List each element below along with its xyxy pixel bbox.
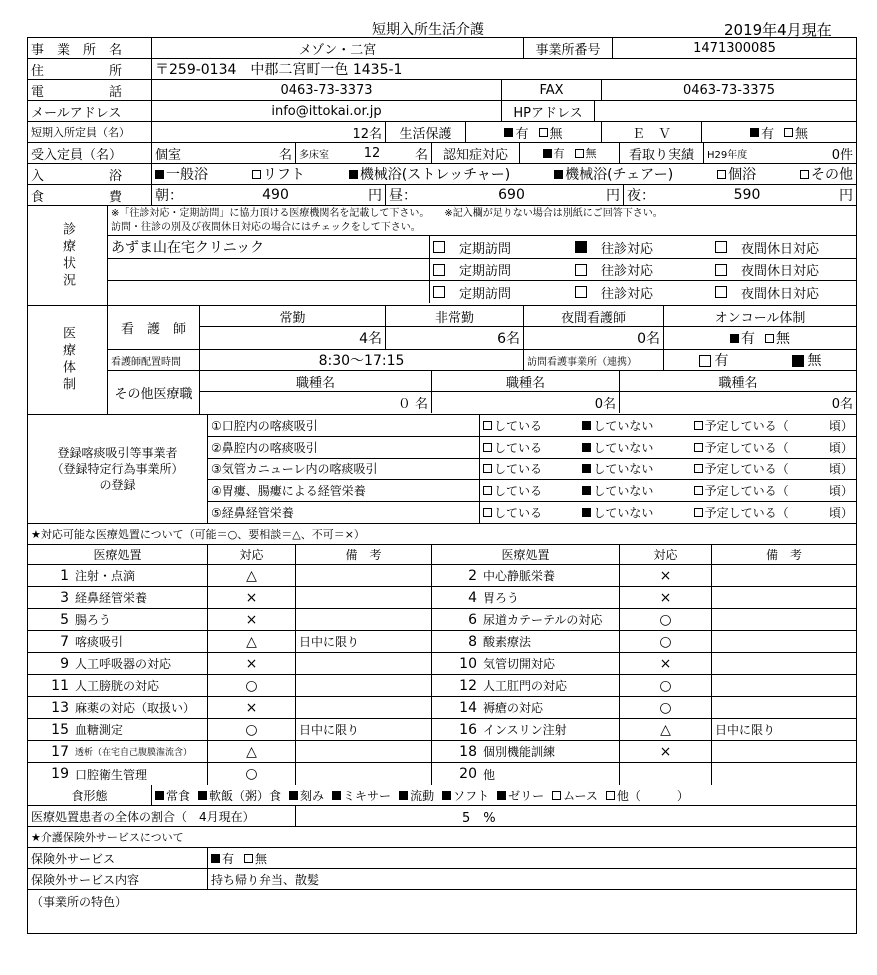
check-filled-icon <box>198 791 207 800</box>
treat-name: 個別機能訓練 <box>480 741 620 762</box>
treat-no: 15 <box>51 721 69 738</box>
ratio-value: 5 % <box>462 810 496 826</box>
nurse-time: 8:30～17:15 <box>200 350 524 370</box>
tel: 0463-73-3373 <box>152 80 502 100</box>
extra-content: 持ち帰り弁当、散髪 <box>211 872 320 887</box>
office-no-label: 事業所番号 <box>524 38 613 58</box>
meal-breakfast: 朝： 490 円 <box>152 185 386 205</box>
ratio-row <box>28 806 856 827</box>
kakutan-list: ①口腔内の喀痰吸引 している していない 予定している（ 頃） ②鼻腔内の喀痰吸引 している していない 予定している（ 頃） ③気管カニューレ内の喀痰吸引 している していない 予定している（ 頃） ④胃瘻、腸瘻による経管栄養 している していない 予定している（ 頃） ⑤経鼻経管栄養 している していない 予定している（ 頃） <box>208 415 856 523</box>
clinic-row: あずま山在宅クリニック 定期訪問 往診対応 夜間休日対応 <box>108 236 856 259</box>
treat-no: 4 <box>468 589 477 606</box>
treat-no: 2 <box>468 567 477 584</box>
bath-opt: 機械浴(ストレッチャー) <box>349 164 510 184</box>
medical-section <box>28 306 856 415</box>
treat-resp: × <box>208 587 296 608</box>
ratio-label: 医療処置患者の全体の割合（ 4月現在） <box>28 806 296 826</box>
treat-no: 1 <box>60 567 69 584</box>
check-filled-icon <box>750 128 759 137</box>
clinic-section <box>28 206 856 306</box>
extra-title: ★介護保険外サービスについて <box>31 831 184 844</box>
office-no: 1471300085 <box>693 40 776 56</box>
table-row <box>28 697 856 719</box>
treat-table <box>28 565 856 785</box>
treat-no: 12 <box>459 677 477 694</box>
check-filled-icon <box>155 791 164 800</box>
check-filled-icon <box>497 791 506 800</box>
dementia-label: 認知症対応 <box>432 143 520 163</box>
bath-opt: その他 <box>800 164 853 184</box>
treat-no: 17 <box>51 743 69 760</box>
tel-row <box>28 80 856 101</box>
treat-resp: ○ <box>208 675 296 696</box>
treat-resp <box>620 763 712 785</box>
meal-label: 食 費 <box>28 185 152 205</box>
table-row <box>28 653 856 675</box>
extra-title-row <box>28 827 856 848</box>
feature-label: （事業所の特色） <box>31 895 128 909</box>
food-row <box>28 785 856 806</box>
extra-svc-choice: 有 無 <box>208 848 856 868</box>
bath-label: 入 浴 <box>28 164 152 184</box>
treat-name: 胃ろう <box>480 587 620 608</box>
treat-name: 尿道カテーテルの対応 <box>480 609 620 630</box>
food-option: ソフト <box>442 787 489 804</box>
meal-row <box>28 185 856 206</box>
treat-note <box>712 675 856 696</box>
treat-resp: △ <box>208 741 296 762</box>
multi-room: 多床室 12 名 <box>296 143 432 163</box>
treat-no: 5 <box>60 611 69 628</box>
treat-no: 6 <box>468 611 477 628</box>
nurse-part: 6名 <box>386 327 524 349</box>
treat-resp: × <box>620 587 712 608</box>
food-option: 常食 <box>155 787 190 804</box>
treat-no: 10 <box>459 655 477 672</box>
bath-options <box>152 164 856 184</box>
treat-resp: △ <box>208 631 296 652</box>
treat-name: 経鼻経管栄養 <box>72 587 208 608</box>
nurse-night: 0名 <box>524 327 664 349</box>
treat-no: 14 <box>459 699 477 716</box>
table-row <box>28 565 856 587</box>
clinic-notes: ※「往診対応・定期訪問」に協力頂ける医療機関名を記載して下さい。 ※記入欄が足りない場合は別紙にご回答下さい。 訪問・往診の別及び夜間休日対応の場合にはチェックをして下さい。 <box>108 206 856 236</box>
seikatsu-label: 生活保護 <box>386 122 466 142</box>
treat-resp: ○ <box>620 675 712 696</box>
accept-row <box>28 143 856 164</box>
check-filled-icon <box>543 149 552 158</box>
meal-dinner: 夜： 590 円 <box>627 187 853 204</box>
check-empty-icon <box>552 791 561 800</box>
check-filled-icon <box>289 791 298 800</box>
seikatsu-choice: 有 無 <box>466 122 602 142</box>
bath-opt: 機械浴(チェアー) <box>554 164 673 184</box>
fax: 0463-73-3375 <box>682 82 776 98</box>
address-label: 住 所 <box>28 59 152 79</box>
nurse-label: 看 護 師 <box>108 306 200 349</box>
treat-no: 8 <box>468 633 477 650</box>
treat-name: 気管切開対応 <box>480 653 620 674</box>
dementia-choice: 有 無 <box>520 143 620 163</box>
kakutan-section <box>28 415 856 524</box>
oncall-choice: 有 無 <box>664 327 856 349</box>
treat-name: 人工膀胱の対応 <box>72 675 208 696</box>
address: 〒259-0134 中郡二宮町一色 1435-1 <box>155 62 403 78</box>
capacity-row <box>28 122 856 143</box>
treat-note <box>296 741 432 762</box>
treat-note <box>296 697 432 718</box>
bath-opt: リフト <box>252 164 305 184</box>
treat-note <box>712 565 856 586</box>
treat-title: ★対応可能な医療処置について（可能＝○、要相談＝△、不可＝×） <box>31 528 365 541</box>
mail: info@ittokai.or.jp <box>152 101 502 121</box>
accept-label: 受入定員（名） <box>28 143 152 163</box>
clinic-body <box>108 206 856 305</box>
treat-header: 医療処置 対応 備 考 医療処置 対応 備 考 <box>28 545 856 565</box>
treat-no: 3 <box>60 589 69 606</box>
treat-note <box>296 565 432 586</box>
treat-no: 18 <box>459 743 477 760</box>
food-option: ゼリー <box>497 787 544 804</box>
treat-no: 19 <box>51 766 69 782</box>
ev-label: Ｅ Ｖ <box>602 122 702 142</box>
bath-opt: 一般浴 <box>155 164 208 184</box>
treat-note <box>712 653 856 674</box>
hp <box>595 101 856 121</box>
mitori-label: 看取り実績 <box>620 143 704 163</box>
mail-label: メールアドレス <box>28 101 152 121</box>
table-row <box>28 587 856 609</box>
food-option: 軟飯（粥）食 <box>198 787 281 804</box>
private-room: 個室 名 <box>152 143 296 163</box>
treat-no: 16 <box>459 721 477 738</box>
check-filled-icon <box>442 791 451 800</box>
table-row <box>28 631 856 653</box>
treat-note <box>296 609 432 630</box>
treat-name: 中心静脈栄養 <box>480 565 620 586</box>
treat-name: 血糖測定 <box>72 719 208 740</box>
bath-row <box>28 164 856 185</box>
check-filled-icon <box>399 791 408 800</box>
table-row <box>28 763 856 785</box>
treat-name: インスリン注射 <box>480 719 620 740</box>
bath-opt: 個浴 <box>717 164 756 184</box>
clinic-row: 定期訪問 往診対応 夜間休日対応 <box>108 281 856 303</box>
food-option: 刻み <box>289 787 324 804</box>
treat-no: 13 <box>51 699 69 716</box>
treat-title-row <box>28 524 856 545</box>
treat-name: 腸ろう <box>72 609 208 630</box>
document-title: 短期入所生活介護 <box>372 22 484 38</box>
check-empty-icon <box>539 128 548 137</box>
treat-note <box>296 653 432 674</box>
fax-label: FAX <box>502 80 602 100</box>
food-option: 他（ ） <box>606 787 689 804</box>
treat-note <box>712 741 856 762</box>
treat-name: 人工肛門の対応 <box>480 675 620 696</box>
treat-note <box>712 631 856 652</box>
treat-resp: × <box>620 653 712 674</box>
treat-name: 麻薬の対応（取扱い） <box>72 697 208 718</box>
tel-label: 電 話 <box>28 80 152 100</box>
treat-resp: ○ <box>208 763 296 785</box>
treat-resp: ○ <box>620 631 712 652</box>
capacity-label: 短期入所定員（名） <box>28 122 152 142</box>
treat-resp: ○ <box>208 719 296 740</box>
treat-note <box>712 587 856 608</box>
food-option: ミキサー <box>332 787 391 804</box>
treat-name: 注射・点滴 <box>72 565 208 586</box>
address-row <box>28 59 856 80</box>
check-filled-icon <box>332 791 341 800</box>
treat-no: 11 <box>51 677 69 694</box>
treat-name: 他 <box>480 763 620 785</box>
treat-name: 口腔衛生管理 <box>72 763 208 785</box>
treat-note: 日中に限り <box>715 723 776 737</box>
treat-note <box>296 675 432 696</box>
feature-row <box>28 890 856 933</box>
extra-svc-row: 保険外サービス 有 無 <box>28 848 856 869</box>
extra-content-row: 保険外サービス内容 持ち帰り弁当、散髪 <box>28 869 856 890</box>
kakutan-label: 登録喀痰吸引等事業者 （登録特定行為事業所） の登録 <box>28 415 208 523</box>
office-name-row <box>28 38 856 59</box>
office-name: メゾン・二宮 <box>152 38 524 58</box>
treat-name: 褥瘡の対応 <box>480 697 620 718</box>
treat-resp: ○ <box>620 609 712 630</box>
hp-label: HPアドレス <box>502 101 595 121</box>
treat-name: 酸素療法 <box>480 631 620 652</box>
check-filled-icon <box>504 128 513 137</box>
food-label: 食形態 <box>28 785 152 805</box>
medical-label: 医療体制 <box>28 306 108 414</box>
treat-resp: × <box>620 565 712 586</box>
treat-note <box>712 609 856 630</box>
treat-no: 7 <box>60 633 69 650</box>
treat-note <box>712 763 856 785</box>
treat-resp: × <box>208 609 296 630</box>
nurse-full: 4名 <box>200 327 386 349</box>
treat-resp: △ <box>620 719 712 740</box>
visit-choice: 有 無 <box>664 350 856 370</box>
table-row <box>28 675 856 697</box>
mitori-value: H29年度 0件 <box>707 147 853 163</box>
treat-note: 日中に限り <box>296 631 432 652</box>
treat-resp: △ <box>208 565 296 586</box>
clinic-row: 定期訪問 往診対応 夜間休日対応 <box>108 259 856 281</box>
treat-no: 20 <box>459 766 477 782</box>
meal-lunch: 昼： 690 円 <box>386 185 624 205</box>
capacity-value: 12名 <box>152 122 386 142</box>
check-empty-icon <box>606 791 615 800</box>
clinic-label: 診療状況 <box>28 206 108 305</box>
table-row <box>28 741 856 763</box>
food-option: ムース <box>552 787 598 804</box>
treat-note: 日中に限り <box>296 719 432 740</box>
medical-body: 看 護 師 常勤 非常勤 夜間看護師 オンコール体制 4名 6名 0名 有 無 看護師配置時間 8:30～17:15 訪問看護事業所（連携） 有 無 その他医療職 職種名 職種名 職種名 ０ 名 0名 0名 <box>108 306 856 414</box>
ev-choice: 有 無 <box>702 122 856 142</box>
form-sheet <box>27 37 857 934</box>
treat-resp: × <box>620 741 712 762</box>
office-name-label: 事 業 所 名 <box>28 38 152 58</box>
treat-resp: ○ <box>620 697 712 718</box>
treat-resp: × <box>208 697 296 718</box>
treat-resp: × <box>208 653 296 674</box>
document-date: 2019年4月現在 <box>724 21 832 39</box>
treat-name: 人工呼吸器の対応 <box>72 653 208 674</box>
check-empty-icon <box>575 149 584 158</box>
mail-row <box>28 101 856 122</box>
treat-note <box>296 763 432 785</box>
treat-note <box>296 587 432 608</box>
check-empty-icon <box>784 128 793 137</box>
food-option: 流動 <box>399 787 434 804</box>
food-options <box>152 785 856 805</box>
table-row <box>28 719 856 741</box>
treat-name: 透析（在宅自己腹膜潅流含） <box>72 741 208 762</box>
treat-note <box>712 697 856 718</box>
treat-name: 喀痰吸引 <box>72 631 208 652</box>
table-row <box>28 609 856 631</box>
treat-no: 9 <box>60 655 69 672</box>
